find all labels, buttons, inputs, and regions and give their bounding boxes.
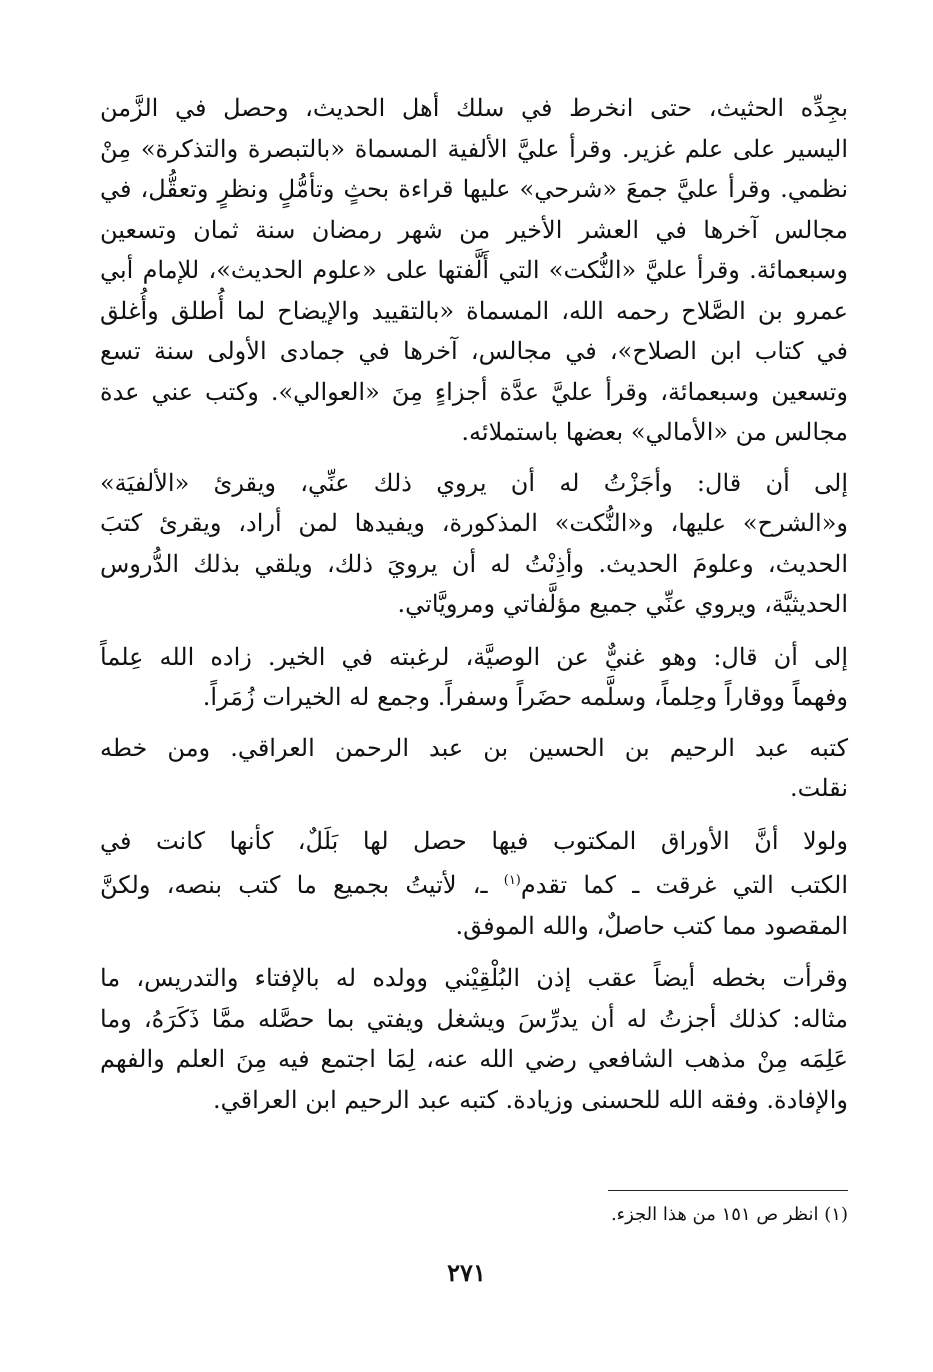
text-line: بجِدِّه الحثيث، حتى انخرط في سلك أهل الحديث، وحصل في الزَّمن <box>100 94 848 122</box>
text-line: في كتاب ابن الصلاح»، في مجالس، آخرها في جمادى الأولى سنة تسع <box>100 337 848 365</box>
paragraph-1 <box>100 88 848 453</box>
text-line: نظمي. وقرأ عليَّ جمعَ «شرحي» عليها قراءة بحثٍ وتأمُّلٍ ونظرٍ وتعقُّل، في <box>100 175 849 203</box>
text-line: مجالس آخرها في العشر الأخير من شهر رمضان سنة ثمان وتسعين <box>100 215 848 244</box>
text-line: والإفادة. وفقه الله للحسنى وزيادة. كتبه عبد الرحيم ابن العراقي. <box>212 1085 848 1114</box>
paragraph-4 <box>100 728 848 809</box>
text-line: مثاله: كذلك أجزتُ له أن يدرِّسَ ويشغل ويفتي بما حصَّله ممَّا ذَكَرَهُ، وما <box>100 1004 848 1033</box>
text-line: الحديث، وعلومَ الحديث. وأذِنْتُ له أن يرويَ ذلك، ويلقي بذلك الدُّروس <box>100 549 848 578</box>
paragraph-2 <box>100 463 848 625</box>
text-line: الحديثيَّة، ويروي عنِّي جميع مؤلَّفاتي ومرويَّاتي. <box>397 590 848 618</box>
text-line <box>100 861 848 906</box>
text-line: عَلِمَه مِنْ مذهب الشافعي رضي الله عنه، لِمَا اجتمع فيه مِنَ العلم والفهم <box>100 1045 848 1073</box>
paragraph-6 <box>100 958 848 1120</box>
text-line: وقرأت بخطه أيضاً عقب إذن البُلْقِيْني وولده له بالإفتاء والتدريس، ما <box>100 964 848 992</box>
footnote: (١) انظر ص ١٥١ من هذا الجزء. <box>610 1204 848 1225</box>
footnote-ref: (١) <box>503 873 521 888</box>
text-segment: الكتب التي غرقت ـ كما تقدم <box>520 871 848 899</box>
text-line: و«الشرح» عليها، و«النُّكت» المذكورة، ويفيدها لمن أراد، ويقرئ كتبَ <box>100 509 848 537</box>
text-line: إلى أن قال: وأجَزْتُ له أن يروي ذلك عنِّي، ويقرئ «الألفيَة» <box>100 468 848 497</box>
page-body <box>100 88 848 1120</box>
text-line: عمرو بن الصَّلاح رحمه الله، المسماة «بالتقييد والإيضاح لما أُطلق وأُغلق <box>100 296 848 325</box>
text-line: إلى أن قال: وهو غنيٌّ عن الوصيَّة، لرغبته في الخير. زاده الله عِلماً <box>100 642 848 671</box>
text-line: نقلت. <box>790 774 848 802</box>
text-line: اليسير على علم غزير. وقرأ عليَّ الألفية المسماة «بالتبصرة والتذكرة» مِنْ <box>100 134 848 163</box>
text-line: مجالس من «الأمالي» بعضها باستملائه. <box>461 418 848 446</box>
text-line: وسبعمائة. وقرأ عليَّ «النُّكت» التي أَلَّفتها على «علوم الحديث»، للإمام أبي <box>100 256 848 284</box>
text-line: المقصود مما كتب حاصلٌ، والله الموفق. <box>455 911 848 940</box>
footnote-divider <box>608 1190 848 1191</box>
paragraph-5 <box>100 821 848 947</box>
paragraph-3 <box>100 637 848 718</box>
page-number: ٢٧١ <box>447 1258 486 1287</box>
text-line: وتسعين وسبعمائة، وقرأ عليَّ عدَّة أجزاءٍ مِنَ «العوالي». وكتب عني عدة <box>100 377 849 406</box>
text-segment: ـ، لأتيتُ بجميع ما كتب بنصه، ولكنَّ <box>100 871 504 899</box>
text-line: كتبه عبد الرحيم بن الحسين بن عبد الرحمن العراقي. ومن خطه <box>100 733 848 762</box>
text-line: ولولا أنَّ الأوراق المكتوب فيها حصل لها بَلَلٌ، كأنها كانت في <box>100 826 848 855</box>
text-line: وفهماً ووقاراً وحِلماً، وسلَّمه حضَراً وسفراً. وجمع له الخيرات زُمَراً. <box>202 683 848 711</box>
